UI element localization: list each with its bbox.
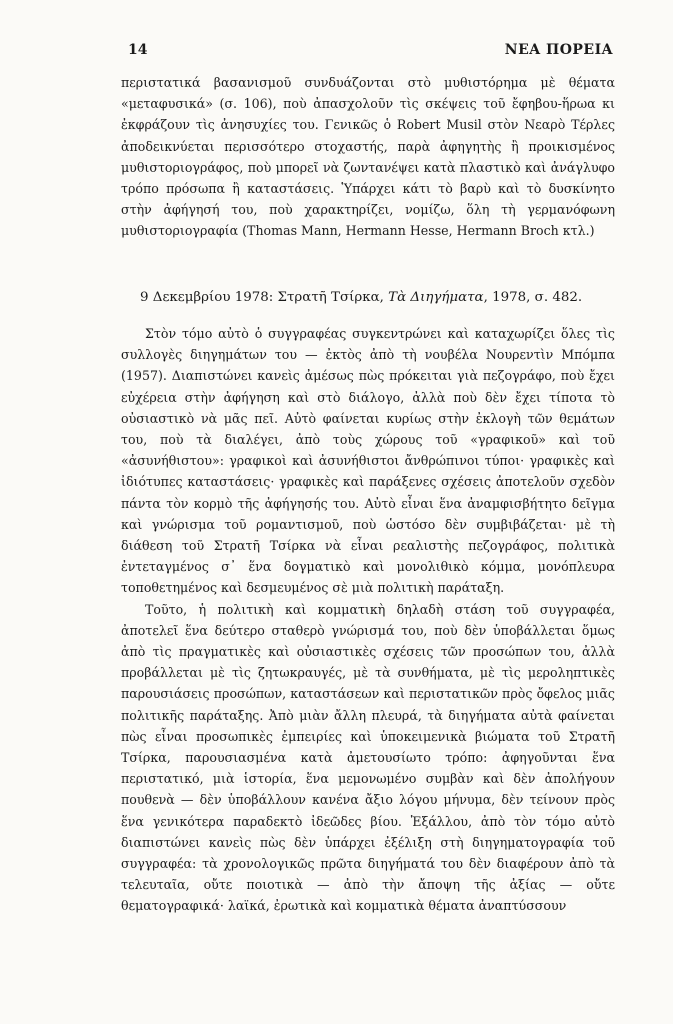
entry-book-title: Τὰ Διηγήματα [388, 290, 484, 305]
text-block-main [121, 323, 615, 917]
diary-entry-heading [140, 290, 610, 305]
running-head: ΝΕΑ ΠΟΡΕΙΑ [504, 42, 613, 58]
text-block-top [121, 72, 615, 242]
paragraph-tsirkas-1: Στὸν τόμο αὐτὸ ὁ συγγραφέας συγκεντρώνει καὶ καταχωρίζει ὅλες τὶς συλλογὲς διηγημάτων του — ἐκτὸς ἀπὸ τὴ νουβέλα Νουρεντὶν Μπόμπα (1957). Διαπιστώνει κανεὶς ἀμέσως πὼς πρόκειται γιὰ πεζογράφο, ποὺ ἔχει εὐχέρεια στὴν ἀφήγηση καὶ στὸ διάλογο, ἀλλὰ ποὺ δὲν ἔχει τίποτα τὸ οὐσιαστικὸ νὰ μᾶς πεῖ. Αὐτὸ φαίνεται κυρίως στὴν ἐκλογὴ τῶν θεμάτων του, ποὺ τὰ διαλέγει, ἀπὸ τοὺς χώρους τοῦ «γραφικοῦ» καὶ τοῦ «ἀσυνήθιστου»: γραφικοὶ καὶ ἀσυνήθιστοι ἄνθρώπινοι τύποι· γραφικὲς καὶ ἰδιότυπες καταστάσεις· γραφικὲς καὶ παράξενες σχέσεις ἀποτελοῦν σχεδὸν πάντα τὸν κορμὸ τῆς ἀφήγησής του. Αὐτὸ εἶναι ἕνα ἀναμφισβήτητο δεῖγμα καὶ γνώρισμα τοῦ ρομαντισμοῦ, ποὺ ὡστόσο δὲν συμβιβάζεται· μὲ τὴ διάθεση τοῦ Στρατῆ Τσίρκα νὰ εἶναι ρεαλιστὴς πεζογράφος, πολιτικὰ ἐντεταγμένος σ᾽ ἕνα δογματικὸ καὶ μονολιθικὸ κόμμα, μονόπλευρα τοποθετημένος καὶ δεσμευμένος σὲ μιὰ πολιτικὴ παράταξη. [121, 326, 615, 596]
entry-publication: , 1978, σ. 482. [483, 290, 583, 305]
entry-date: 9 Δεκεμβρίου 1978: Στρατῆ Τσίρκα, [140, 290, 389, 305]
paragraph-tsirkas-2: Τοῦτο, ἡ πολιτικὴ καὶ κομματικὴ δηλαδὴ στάση τοῦ συγγραφέα, ἀποτελεῖ ἕνα δεύτερο σταθερὸ γνώρισμά του, ποὺ δὲν ὑποβάλλεται ὅμως ἀπὸ τὶς πραγματικὲς καὶ οὐσιαστικὲς σχέσεις τῶν προσώπων του, ἀλλὰ προβάλλεται μὲ τὶς ζητωκραυγές, μὲ τὰ συνθήματα, μὲ τὶς μεροληπτικὲς παρουσιάσεις προσώπων, καταστάσεων καὶ περιστατικῶν πρὸς ὄφελος μιᾶς πολιτικῆς παράταξης. Ἀπὸ μιὰν ἄλλη πλευρά, τὰ διηγήματα αὐτὰ φαίνεται πὼς εἶναι προσωπικὲς ἐμπειρίες καὶ ὑποκειμενικὰ βιώματα τοῦ Στρατῆ Τσίρκα, παρουσιασμένα κατὰ ἀμετουσίωτο τρόπο: ἀφηγοῦνται ἕνα περιστατικό, μιὰ ἱστορία, ἕνα μεμονωμένο συμβὰν καὶ δὲν ἀπολήγουν πουθενὰ — δὲν ὑποβάλλουν κανένα ἄξιο λόγου μήνυμα, δὲν τείνουν πρὸς ἕνα γενικότερα παραδεκτὸ ἰδεῶδες βίου. Ἐξάλλου, ἀπὸ τὸν τόμο αὐτὸ διαπιστώνει κανεὶς πὼς δὲν ὑπάρχει ἐξέλιξη στὴ διηγηματογραφία τοῦ συγγραφέα: τὰ χρονολογικῶς πρῶτα διηγήματά του δὲν διαφέρουν ἀπὸ τὰ τελευταῖα, οὔτε ποιοτικὰ — ἀπὸ τὴν ἄποψη τῆς ἀξίας — οὔτε θεματογραφικά· λαϊκά, ἐρωτικὰ καὶ κομματικὰ θέματα ἀναπτύσσουν [121, 601, 615, 914]
page-header [128, 42, 613, 62]
page-number: 14 [128, 42, 148, 58]
paragraph-musil: περιστατικά βασανισμοῦ συνδυάζονται στὸ μυθιστόρημα μὲ θέματα «μεταφυσικά» (σ. 106), ποὺ ἀπασχολοῦν τὶς σκέψεις τοῦ ἔφηβου-ἥρωα κι ἐκφράζουν τὶς ἀνησυχίες του. Γενικῶς ὁ Robert Musil στὸν Νεαρὸ Τέρλες ἀποδεικνύεται περισσότερο στοχαστής, παρὰ ἀφηγητὴς ἢ προικισμένος μυθιστοριογράφος, ποὺ μπορεῖ νὰ ζωντανέψει κατὰ πλαστικὸ καὶ ἀνάγλυφο τρόπο πρόσωπα ἢ καταστάσεις. Ὑπάρχει κάτι τὸ βαρὺ καὶ τὸ δυσκίνητο στὴν ἀφήγησή του, ποὺ χαρακτηρίζει, νομίζω, ὅλη τὴ γερμανόφωνη μυθιστοριογραφία (Thomas Mann, Hermann Hesse, Hermann Broch κτλ.) [121, 75, 615, 239]
